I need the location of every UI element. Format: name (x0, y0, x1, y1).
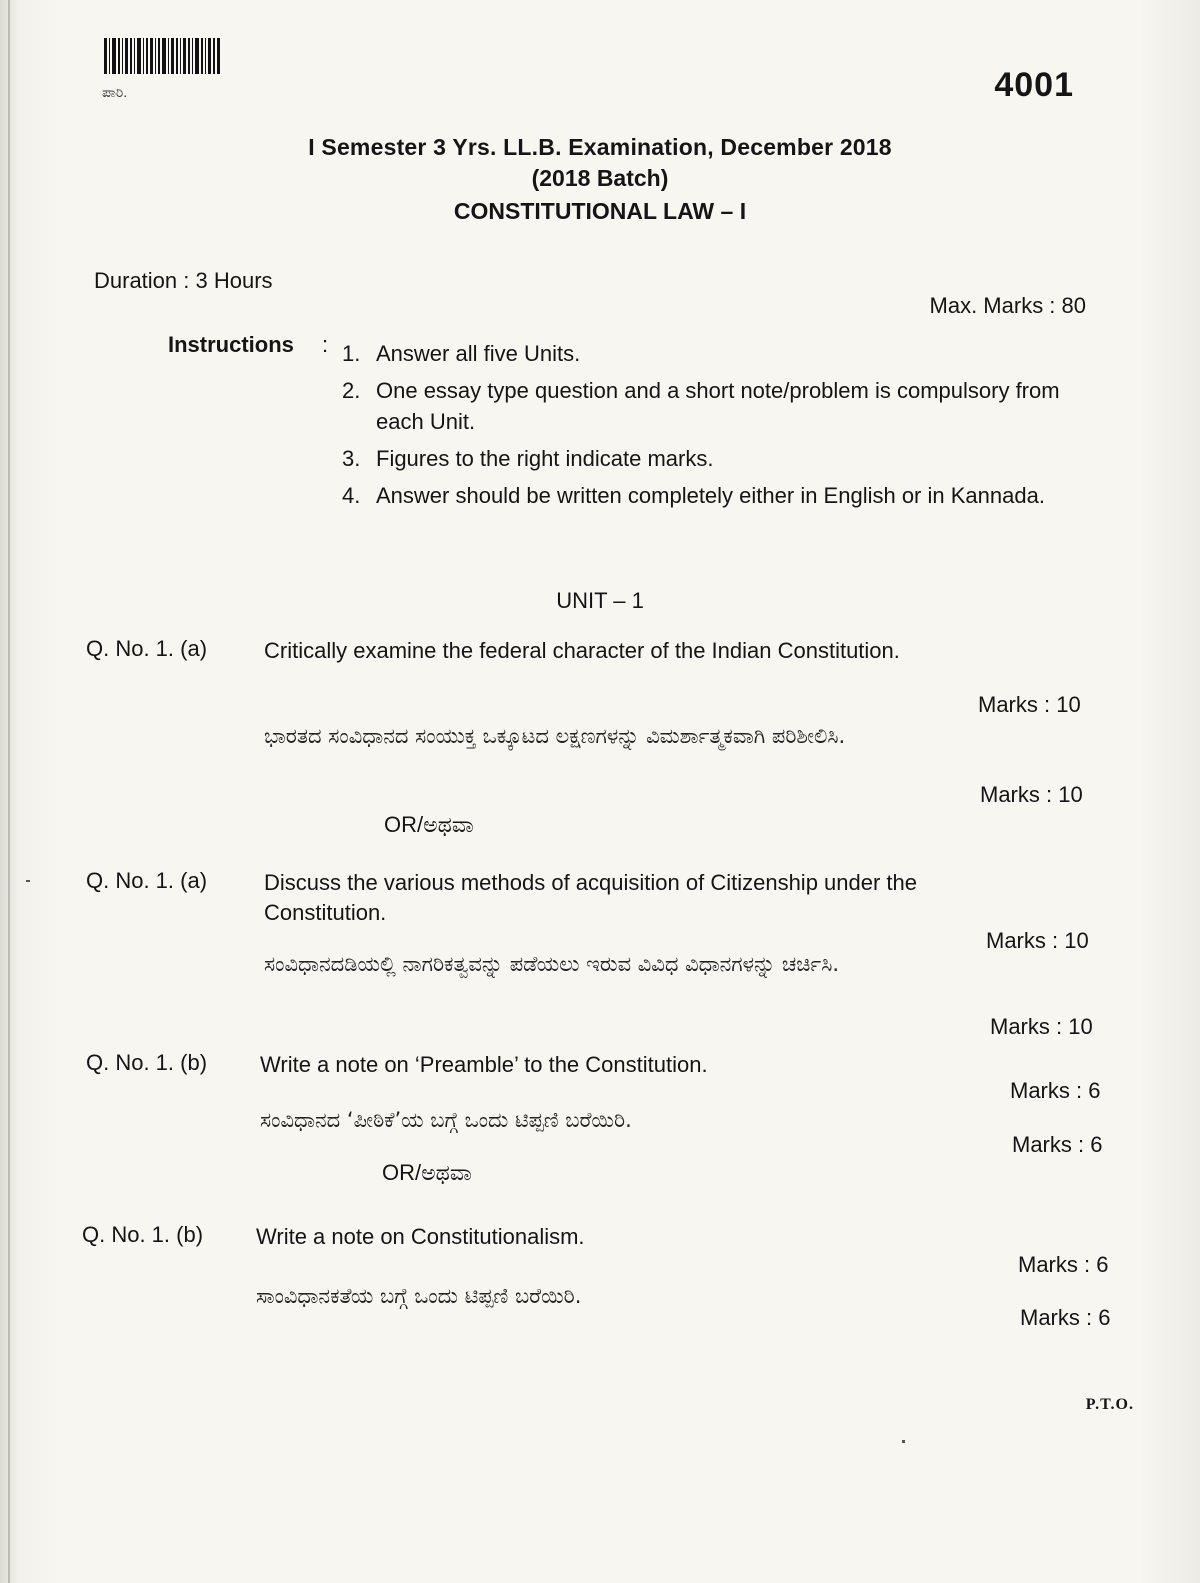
instructions-colon: : (322, 332, 329, 357)
marks-label: Marks : 10 (990, 1014, 1093, 1039)
instruction-number: 1. (342, 341, 361, 366)
question-text-english: Critically examine the federal character of the Indian Constitution. (264, 638, 900, 663)
instruction-number: 4. (342, 483, 361, 508)
question-number: Q. No. 1. (b) (82, 1222, 204, 1247)
instruction-item (342, 338, 1062, 369)
pto-mark: P.T.O. (1085, 1396, 1134, 1413)
scan-speck (902, 1440, 905, 1443)
barcode (104, 38, 228, 74)
instruction-text: Answer should be written completely either in English or in Kannada. (376, 483, 1045, 508)
instruction-item (342, 480, 1062, 511)
scan-speck (26, 880, 30, 882)
instruction-item (342, 443, 1062, 474)
instruction-number: 2. (342, 378, 361, 403)
marks-label: Marks : 6 (1010, 1078, 1101, 1103)
question-number: Q. No. 1. (a) (86, 636, 208, 661)
question-text-kannada: ಸಂವಿಧಾನದಡಿಯಲ್ಲಿ ನಾಗರಿಕತ್ವವನ್ನು ಪಡೆಯಲು ಇರುವ ವಿವಿಧ ವಿಧಾನಗಳನ್ನು ಚರ್ಚಿಸಿ. (264, 952, 840, 976)
question-text-english: Write a note on ‘Preamble’ to the Constitution. (260, 1052, 708, 1077)
paper-edge-shadow (8, 0, 10, 1583)
marks-label: Marks : 10 (980, 782, 1083, 807)
instruction-item (342, 375, 1062, 437)
marks-label: Marks : 10 (986, 928, 1089, 953)
batch-line: (2018 Batch) (531, 165, 669, 191)
instruction-text: Figures to the right indicate marks. (376, 446, 714, 471)
duration-text: Duration : 3 Hours (94, 268, 273, 293)
question-text-english: Discuss the various methods of acquisition of Citizenship under the Constitution. (264, 870, 918, 925)
or-separator: OR/ಅಥವಾ (382, 1160, 472, 1185)
unit-heading: UNIT – 1 (556, 588, 644, 613)
marks-label: Marks : 6 (1020, 1305, 1111, 1330)
or-separator: OR/ಅಥವಾ (384, 812, 474, 837)
question-text-kannada: ಸಾಂವಿಧಾನಕತೆಯ ಬಗ್ಗೆ ಒಂದು ಟಿಪ್ಪಣಿ ಬರೆಯಿರಿ. (256, 1284, 582, 1308)
instructions-label: Instructions (168, 332, 294, 357)
question-number: Q. No. 1. (b) (86, 1050, 208, 1075)
barcode-caption: ಪಾರಿ. (102, 84, 128, 100)
instruction-number: 3. (342, 446, 361, 471)
question-text-english: Write a note on Constitutionalism. (256, 1224, 585, 1249)
max-marks-text: Max. Marks : 80 (929, 293, 1086, 318)
marks-label: Marks : 6 (1018, 1252, 1109, 1277)
paper-code: 4001 (994, 66, 1074, 104)
question-number: Q. No. 1. (a) (86, 868, 208, 893)
question-text-kannada: ಭಾರತದ ಸಂವಿಧಾನದ ಸಂಯುಕ್ತ ಒಕ್ಕೂಟದ ಲಕ್ಷಣಗಳನ್ನು ವಿಮರ್ಶಾತ್ಮಕವಾಗಿ ಪರಿಶೀಲಿಸಿ. (264, 724, 846, 748)
instruction-text: Answer all five Units. (376, 341, 581, 366)
instruction-text: One essay type question and a short note/problem is compulsory from each Unit. (376, 378, 1060, 434)
instructions-list (342, 338, 1062, 517)
subject-title: CONSTITUTIONAL LAW – I (453, 198, 747, 224)
marks-label: Marks : 10 (978, 692, 1081, 717)
exam-title: I Semester 3 Yrs. LL.B. Examination, December 2018 (308, 134, 892, 160)
marks-label: Marks : 6 (1012, 1132, 1103, 1157)
question-text-kannada: ಸಂವಿಧಾನದ ‘ಪೀಠಿಕೆ’ಯ ಬಗ್ಗೆ ಒಂದು ಟಿಪ್ಪಣಿ ಬರೆಯಿರಿ. (260, 1108, 632, 1132)
